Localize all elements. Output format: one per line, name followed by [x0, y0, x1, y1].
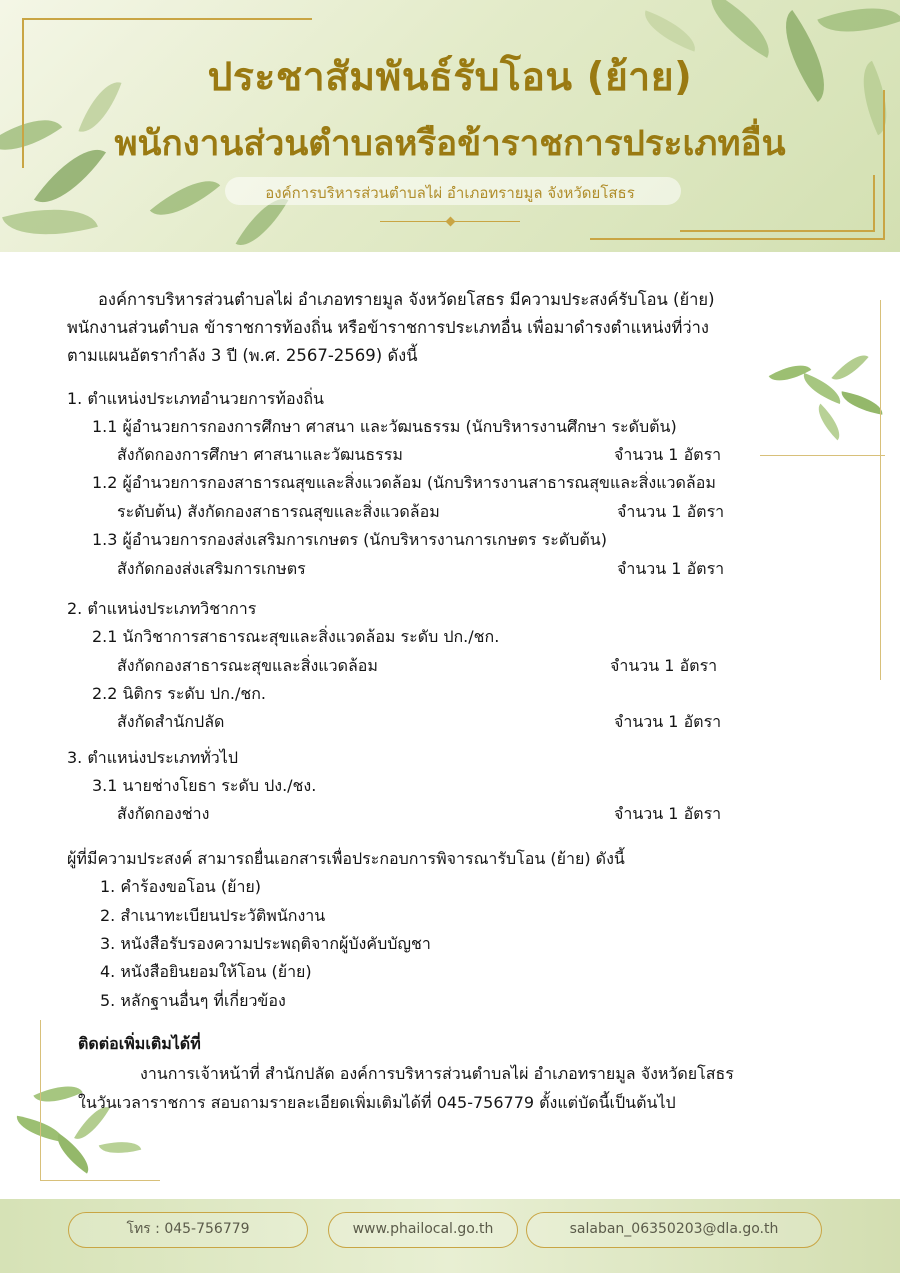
section-heading: 1. ตำแหน่งประเภทอำนวยการท้องถิ่น	[67, 389, 324, 408]
document-item: 1. คำร้องขอโอน (ย้าย)	[100, 877, 262, 896]
frame-bottom	[590, 238, 885, 240]
position-title: 3.1 นายช่างโยธา ระดับ ปง./ชง.	[92, 776, 317, 795]
intro-line-3: ตามแผนอัตรากำลัง 3 ปี (พ.ศ. 2567-2569) ดังนี้	[67, 346, 418, 365]
position-department: ระดับต้น) สังกัดกองสาธารณสุขและสิ่งแวดล้อม	[117, 502, 440, 521]
organization-name: องค์การบริหารส่วนตำบลไผ่ อำเภอทรายมูล จังหวัดยโสธร	[265, 184, 635, 202]
document-item: 3. หนังสือรับรองความประพฤติจากผู้บังคับบัญชา	[100, 934, 431, 953]
frame-bottom-inner	[680, 230, 875, 232]
section-heading: 2. ตำแหน่งประเภทวิชาการ	[67, 599, 257, 618]
contact-heading: ติดต่อเพิ่มเติมได้ที่	[78, 1034, 201, 1053]
leaf-decoration	[817, 0, 900, 48]
leaf-decoration	[831, 347, 868, 387]
leaf-decoration	[839, 391, 885, 414]
position-count: จำนวน 1 อัตรา	[617, 502, 725, 521]
position-department: สังกัดสำนักปลัด	[117, 712, 225, 731]
footer-website-link[interactable]: www.phailocal.go.th	[328, 1212, 518, 1248]
position-count: จำนวน 1 อัตรา	[614, 712, 722, 731]
footer-email-link[interactable]: salaban_06350203@dla.go.th	[526, 1212, 822, 1248]
position-count: จำนวน 1 อัตรา	[617, 559, 725, 578]
frame-top	[22, 18, 312, 20]
header-banner	[0, 0, 900, 252]
intro-line-1: องค์การบริหารส่วนตำบลไผ่ อำเภอทรายมูล จังหวัดยโสธร มีความประสงค์รับโอน (ย้าย)	[98, 290, 715, 309]
page-title: ประชาสัมพันธ์รับโอน (ย้าย)	[207, 55, 693, 100]
frame-lower-right	[760, 455, 885, 456]
contact-line-2: ในวันเวลาราชการ สอบถามรายละเอียดเพิ่มเติมได้ที่ 045-756779 ตั้งแต่บัดนี้เป็นต้นไป	[78, 1093, 676, 1112]
position-department: สังกัดกองช่าง	[117, 804, 210, 823]
position-department: สังกัดกองสาธารณะสุขและสิ่งแวดล้อม	[117, 656, 378, 675]
documents-intro: ผู้ที่มีความประสงค์ สามารถยื่นเอกสารเพื่อประกอบการพิจารณารับโอน (ย้าย) ดังนี้	[67, 849, 625, 868]
position-department: สังกัดกองส่งเสริมการเกษตร	[117, 559, 306, 578]
position-department: สังกัดกองการศึกษา ศาสนาและวัฒนธรรม	[117, 445, 403, 464]
document-item: 2. สำเนาทะเบียนประวัติพนักงาน	[100, 906, 326, 925]
position-title: 2.2 นิติกร ระดับ ปก./ชก.	[92, 684, 266, 703]
page-subtitle-title: พนักงานส่วนตำบลหรือข้าราชการประเภทอื่น	[114, 124, 786, 164]
contact-line-1: งานการเจ้าหน้าที่ สำนักปลัด องค์การบริหารส่วนตำบลไผ่ อำเภอทรายมูล จังหวัดยโสธร	[140, 1064, 734, 1083]
frame-left-lower	[40, 1020, 41, 1180]
leaf-decoration	[811, 404, 848, 441]
intro-line-2: พนักงานส่วนตำบล ข้าราชการท้องถิ่น หรือข้าราชการประเภทอื่น เพื่อมาดำรงตำแหน่งที่ว่าง	[67, 318, 709, 337]
position-title: 2.1 นักวิชาการสาธารณะสุขและสิ่งแวดล้อม ระดับ ปก./ชก.	[92, 627, 500, 646]
position-count: จำนวน 1 อัตรา	[614, 804, 722, 823]
position-title: 1.1 ผู้อำนวยการกองการศึกษา ศาสนา และวัฒนธรรม (นักบริหารงานศึกษา ระดับต้น)	[92, 417, 677, 436]
frame-lower-left	[40, 1180, 160, 1181]
position-count: จำนวน 1 อัตรา	[610, 656, 718, 675]
position-title: 1.3 ผู้อำนวยการกองส่งเสริมการเกษตร (นักบริหารงานการเกษตร ระดับต้น)	[92, 530, 607, 549]
leaf-decoration	[99, 1135, 142, 1160]
divider-ornament	[446, 217, 456, 227]
position-title: 1.2 ผู้อำนวยการกองสาธารณสุขและสิ่งแวดล้อม (นักบริหารงานสาธารณสุขและสิ่งแวดล้อม	[92, 473, 716, 492]
position-count: จำนวน 1 อัตรา	[614, 445, 722, 464]
footer-phone[interactable]: โทร : 045-756779	[68, 1212, 308, 1248]
section-heading: 3. ตำแหน่งประเภททั่วไป	[67, 748, 238, 767]
document-item: 4. หนังสือยินยอมให้โอน (ย้าย)	[100, 962, 312, 981]
frame-right-lower	[880, 300, 881, 680]
document-item: 5. หลักฐานอื่นๆ ที่เกี่ยวข้อง	[100, 991, 286, 1010]
